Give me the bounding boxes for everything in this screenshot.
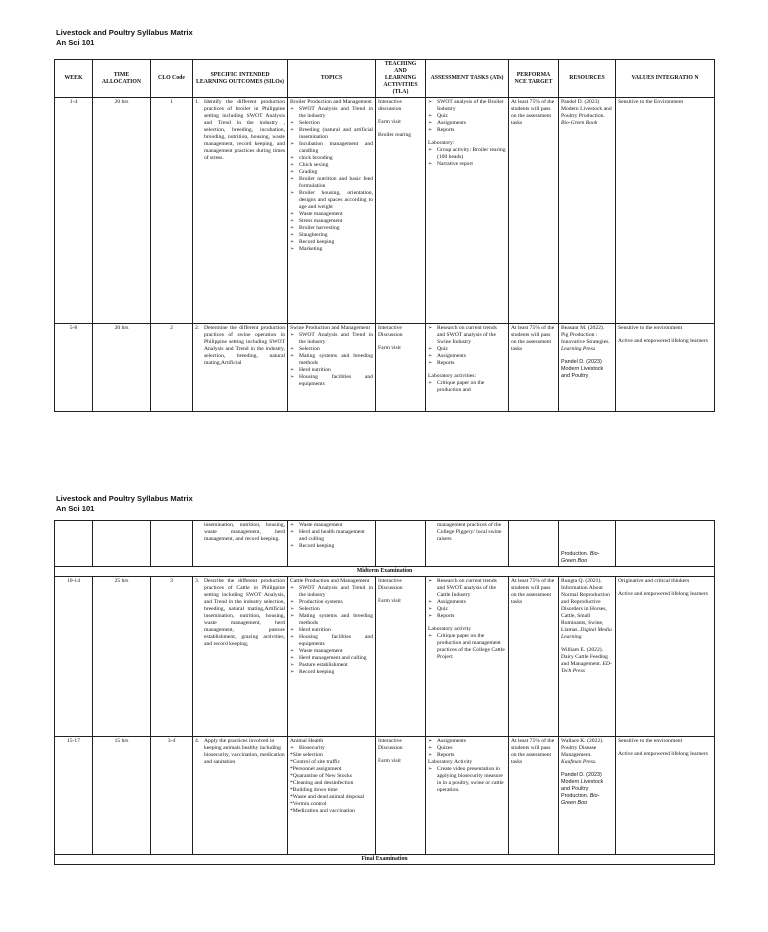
clo-cell [151, 521, 193, 567]
resource-publisher: Bio-Green Book [561, 120, 598, 126]
ats-item: ➢ Assignments [428, 599, 506, 606]
tla-item: Farm visit [378, 345, 401, 351]
tla-item: Interactive discussion [378, 99, 402, 112]
table-row [55, 521, 715, 567]
topic-item: ➢ Grading [290, 169, 373, 176]
topic-subitem: *Medication and vaccination [290, 808, 355, 814]
tla-cell [376, 324, 426, 412]
perf-cell: At least 75% of the students will pass on the assessment tasks [509, 737, 559, 855]
resource-text: Production. [561, 551, 589, 557]
topic-heading: Cattle Production and Management [290, 578, 370, 584]
lab-item: ➢ Critique paper on the production and management practices of the College Cattle Project [428, 633, 506, 661]
topic-item: ➢ Breeding (natural and artificial insemination [290, 127, 373, 141]
topic-item: ➢ SWOT Analysis and Trend in the industry [290, 585, 373, 599]
ats-cell [426, 98, 509, 324]
silo-cell [193, 324, 288, 412]
value-item: Active and empowered lifelong learners [618, 751, 708, 757]
week-cell: 5-8 [55, 324, 93, 412]
topic-item: ➢ Marketing [290, 246, 373, 253]
col-perf: PERFORMA NCE TARGET [509, 60, 559, 98]
topic-item: ➢ Waste management [290, 211, 373, 218]
topic-item: ➢ Pasture establishment [290, 662, 373, 669]
resource-text: Beasant M. (2022). Pig Production : Innovative Strategies. [561, 325, 610, 345]
tla-item: Farm visit [378, 598, 401, 604]
value-item: Sensitive to the environment [618, 325, 683, 331]
resources-cell [559, 737, 616, 855]
topic-item: ➢ Record keeping [290, 239, 373, 246]
tla-item: Farm visit [378, 758, 401, 764]
ats-cell [426, 737, 509, 855]
table-row [55, 98, 715, 324]
topic-subitem: *Quarantine of New Stocks [290, 773, 352, 779]
tla-item: Interactive Discussion [378, 325, 403, 338]
ats-item: ➢ Quiz [428, 113, 506, 120]
clo-cell: 3-4 [151, 737, 193, 855]
topic-item: ➢ Housing facilities and equipments [290, 374, 373, 388]
resource-publisher: Digital Media Learning [561, 627, 612, 640]
resources-cell [559, 324, 616, 412]
ats-cell [426, 324, 509, 412]
ats-text: management practices of the College Piggery/ local swine raisers [437, 522, 502, 542]
topic-item: ➢ Incubation management and candling [290, 141, 373, 155]
topic-item: ➢ Broiler housing, orientation, designs and spaces according to age and weight [290, 190, 373, 211]
tla-item: Interactive Discussion [378, 738, 403, 751]
perf-cell: At least 75% of the students will pass on the assessment tasks [509, 577, 559, 737]
lab-item: ➢ Group activity: Broiler rearing (100 heads) [428, 147, 506, 161]
value-item: Originative and critical thinkers [618, 578, 690, 584]
perf-cell: At least 75% of the students will pass on the assessment tasks [509, 324, 559, 412]
lab-title: Laboratory activity [428, 626, 472, 632]
week-cell: 1-4 [55, 98, 93, 324]
topic-subitem: *Waste and dead animal disposal [290, 794, 365, 800]
page-header-2 [56, 494, 193, 514]
table-row [55, 737, 715, 855]
time-cell: 20 hrs [93, 98, 151, 324]
ats-cell [426, 577, 509, 737]
silo-text: insemination, nutrition, housing, waste management, herd management, and record keeping. [204, 522, 285, 542]
silo-number: 1. [195, 99, 200, 105]
tla-item: Interactive Discussion [378, 578, 403, 591]
ats-item: ➢ Assignments [428, 738, 506, 745]
col-clo: CLO Code [151, 60, 193, 98]
table-row [55, 324, 715, 412]
topic-item: ➢ Herd nutrition [290, 627, 373, 634]
values-cell: Sensitive to the Environment [616, 98, 715, 324]
perf-cell: At least 75% of the students will pass on the assessment tasks [509, 98, 559, 324]
topic-heading: Swine Production and Management [290, 325, 371, 331]
topic-subitem: *Vermin control [290, 801, 327, 807]
ats-item: ➢ Research on current trends and SWOT analysis of the Cattle Industry [428, 578, 506, 599]
perf-cell [509, 521, 559, 567]
clo-cell: 3 [151, 577, 193, 737]
midterm-label: Midterm Examination [55, 567, 715, 577]
week-cell: 15-17 [55, 737, 93, 855]
resources-cell [559, 98, 616, 324]
col-silo: SPECIFIC INTENDED LEARNING OUTCOMES (SILOs) [193, 60, 288, 98]
silo-text: Identify the different production practices of broiler in Philippine setting including SWOT Analysis and Trend in the industry , selection, breeding, incubation, brooding, nutrition, housing, waste management, record keeping, and management practices during times of stress. [204, 99, 285, 161]
lab-item: ➢ Critique paper on the production and [428, 380, 506, 394]
topic-item: ➢ Selection [290, 606, 373, 613]
topic-item: ➢ Broiler harvesting [290, 225, 373, 232]
value-item: Active and empowered lifelong learners [618, 591, 708, 597]
topic-subitem: *Personnel assignment [290, 766, 342, 772]
lab-title: Laboratory Activity [428, 759, 473, 765]
resources-cell [559, 521, 616, 567]
topic-item: ➢ Mating systems and breeding methods [290, 613, 373, 627]
time-cell: 25 hrs [93, 577, 151, 737]
topic-item: ➢ Biosecurity [290, 745, 373, 752]
topic-item: ➢ Herd and health management and culling [290, 529, 373, 543]
topic-item: ➢ SWOT Analysis and Trend in the industry [290, 332, 373, 346]
col-resources: RESOURCES [559, 60, 616, 98]
topic-item: ➢ Housing facilities and equipments [290, 634, 373, 648]
final-label: Final Examination [55, 855, 715, 865]
ats-item: ➢ Reports [428, 127, 506, 134]
doc-title: Livestock and Poultry Syllabus Matrix [56, 494, 193, 503]
final-row [55, 855, 715, 865]
resource-publisher: Bio-Green Boo [561, 793, 600, 806]
clo-cell: 1 [151, 98, 193, 324]
midterm-row [55, 567, 715, 577]
header-row [55, 60, 715, 98]
col-time: TIME ALLOCATION [93, 60, 151, 98]
course-code: An Sci 101 [56, 504, 95, 513]
topics-cell [288, 737, 376, 855]
topic-item: ➢ SWOT Analysis and Trend in the industry [290, 106, 373, 120]
topic-subitem: *Control of site traffic [290, 759, 341, 765]
resource-text: Pandel D. (2023) Modern Livestock and Poultry [561, 359, 604, 379]
resource-text: Rungta Q. (2021). Information About Normal Reproduction and Reproductive Disorders in Horses, Cattle, Small Ruminants, Swine, Llamas. [561, 578, 610, 633]
topics-cell [288, 577, 376, 737]
silo-number: 4. [195, 738, 200, 744]
topic-item: ➢ Mating systems and breeding methods [290, 353, 373, 367]
resource-text: William E. (2022). Dairy Cattle Feeding and Management. [561, 647, 608, 667]
silo-text: Determine the different production practices of swine operation in Philippine setting including SWOT Analysis and Trend in the industry, selection, breeding, natural mating,Artificial [204, 325, 285, 366]
silo-cell [193, 577, 288, 737]
topic-heading: Animal Health [290, 738, 324, 744]
resource-text: Pandel D. (2023) Modern Livestock and Poultry Production. [561, 99, 612, 119]
ats-item: ➢ Quizes [428, 745, 506, 752]
silo-cell [193, 737, 288, 855]
resource-publisher: Learning Press [561, 346, 596, 352]
clo-cell: 2 [151, 324, 193, 412]
col-values: VALUES INTEGRATIO N [616, 60, 715, 98]
ats-item: ➢ Quiz [428, 606, 506, 613]
tla-cell [376, 521, 426, 567]
values-cell [616, 521, 715, 567]
ats-item: ➢ Research on current trends and SWOT analysis of the Swine Industry [428, 325, 506, 346]
topics-cell [288, 324, 376, 412]
resource-publisher: Kaufman Press. [561, 759, 597, 765]
tla-cell [376, 737, 426, 855]
ats-item: ➢ Assignments [428, 353, 506, 360]
ats-cell [426, 521, 509, 567]
values-cell [616, 324, 715, 412]
tla-cell [376, 577, 426, 737]
silo-number: 3. [195, 578, 200, 584]
topic-item: ➢ Broiler nutrition and basic feed formulation [290, 176, 373, 190]
silo-text: Describe the different production practices of Cattle in Philippine setting including SWOT Analysis, and Trend in the industry selection, breeding, natural mating,Artificial insemination, nutrition, housing, waste management, herd management, pasture establishment, grazing activities, and record keeping, [204, 578, 285, 647]
topic-item: ➢ Slaughtering [290, 232, 373, 239]
silo-text: Apply the practices involved in keeping animals healthy including biosecurity, vaccination, medication and sanitation [204, 738, 285, 765]
syllabus-table-page-2 [54, 520, 715, 865]
lab-item: ➢ Create video presentation in applying biosecurity measure in in a poultry, swine or cattle operation. [428, 766, 506, 794]
col-week: WEEK [55, 60, 93, 98]
topic-item: ➢ chick brooding [290, 155, 373, 162]
topic-heading: Broiler Production and Management [290, 99, 372, 105]
lab-title: Laboratory activities: [428, 373, 476, 379]
week-cell [55, 521, 93, 567]
silo-cell [193, 521, 288, 567]
topic-item: ➢ Chick sexing [290, 162, 373, 169]
course-code: An Sci 101 [56, 38, 95, 47]
topic-item: ➢ Waste management [290, 522, 373, 529]
topic-item: ➢ Herd management and culling [290, 655, 373, 662]
tla-item: Broiler rearing [378, 132, 412, 138]
topic-item: ➢ Production systems [290, 599, 373, 606]
syllabus-table-page-1 [54, 59, 715, 412]
lab-item: ➢ Narrative report [428, 161, 506, 168]
topic-item: ➢ Stress management [290, 218, 373, 225]
tla-cell [376, 98, 426, 324]
time-cell [93, 521, 151, 567]
col-ats: ASSESSMENT TASKS (ATs) [426, 60, 509, 98]
topics-cell [288, 98, 376, 324]
doc-title: Livestock and Poultry Syllabus Matrix [56, 28, 193, 37]
ats-item: ➢ Assignments [428, 120, 506, 127]
values-cell [616, 737, 715, 855]
tla-item: Farm visit [378, 119, 401, 125]
resource-publisher: Bio-Green Boo [561, 551, 600, 564]
page-header-1 [56, 28, 193, 48]
ats-item: ➢ SWOT analysis of the Broiler Industry [428, 99, 506, 113]
topic-item: ➢ Selection [290, 346, 373, 353]
topic-subitem: *Site selection [290, 752, 323, 758]
topic-item: ➢ Record keeping [290, 669, 373, 676]
topics-cell [288, 521, 376, 567]
table-row [55, 577, 715, 737]
resource-publisher: ED-Tech Press [561, 661, 612, 674]
topic-item: ➢ Waste management [290, 648, 373, 655]
resources-cell [559, 577, 616, 737]
topic-item: ➢ Selection [290, 120, 373, 127]
topic-item: ➢ Record keeping [290, 543, 373, 550]
col-topics: TOPICS [288, 60, 376, 98]
week-cell: 10-14 [55, 577, 93, 737]
lab-title: Laboratory: [428, 140, 455, 146]
ats-item: ➢ Reports [428, 613, 506, 620]
ats-item: ➢ Quiz [428, 346, 506, 353]
values-cell [616, 577, 715, 737]
col-tla: TEACHING AND LEARNING ACTIVITIES (TLA) [376, 60, 426, 98]
resource-text: Pandel D. (2023) Modern Livestock and Poultry Production. [561, 772, 604, 799]
ats-item: ➢ Reports [428, 752, 506, 759]
topic-item: ➢ Herd nutrition [290, 367, 373, 374]
topic-subitem: *Cleaning and dessinfection [290, 780, 354, 786]
silo-number: 2. [195, 325, 200, 331]
resource-text: Wallace K. (2022). Poultry Disease Management. [561, 738, 604, 758]
ats-item: ➢ Reports [428, 360, 506, 367]
topic-subitem: *Building down time [290, 787, 338, 793]
silo-cell [193, 98, 288, 324]
value-item: Active and empowered lifelong learners [618, 338, 708, 344]
time-cell: 20 hrs [93, 324, 151, 412]
time-cell: 15 hrs [93, 737, 151, 855]
value-item: Sensitive to the environment [618, 738, 683, 744]
